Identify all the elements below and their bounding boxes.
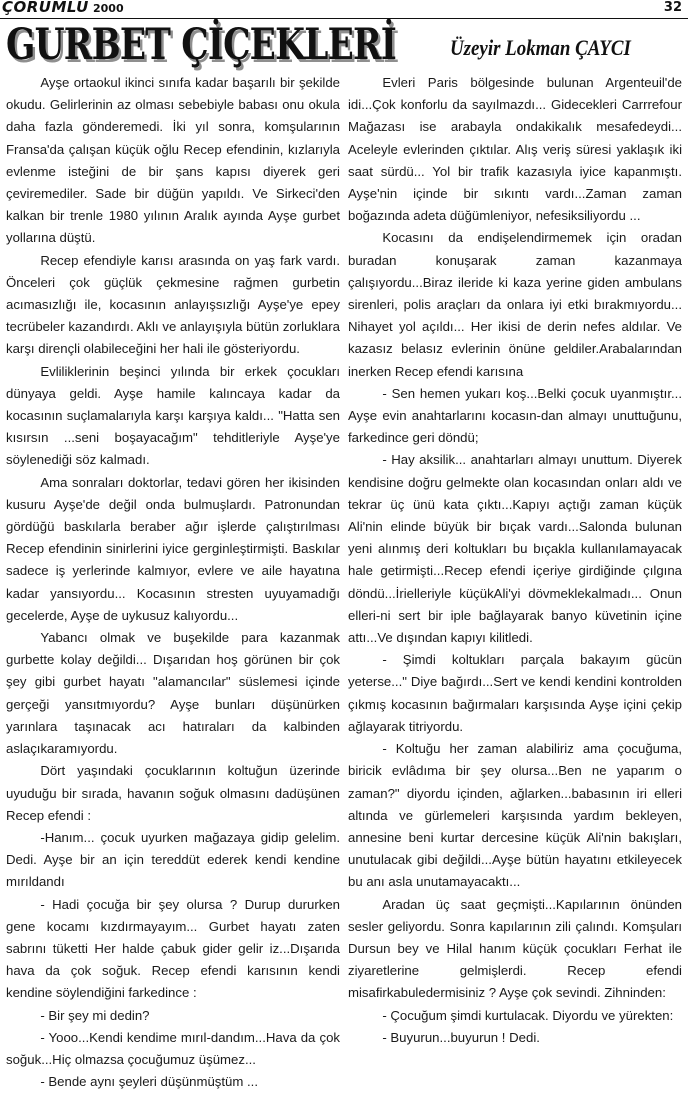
right-column bbox=[348, 72, 682, 1049]
paragraph: Evliliklerinin beşinci yılında bir erkek çocukları dünyaya geldi. Ayşe hamile kalıncaya kadar da kocasının suçlamalarıyla karşı karşıya kaldı... "Hatta sen kısırsın ...seni boşayacağım" tehditleriyle Ayşe'ye söylenediği söz kalmadı. bbox=[6, 363, 340, 468]
paragraph: - Şimdi koltukları parçala bakayım gücün yeterse..." Diye bağırdı...Sert ve kendi kendini kontrolden çıkmış kocasının bağırmaları karşısında Ayşe içini çekip ağlayarak titriyordu. bbox=[348, 652, 682, 734]
paragraph: - Hadi çocuğa bir şey olursa ? Durup dururken gene kocamı kızdırmayayım... Gurbet hayatı zaten sabrını tüketti Her halde çabuk gider gelir iz...Dışarıda hava da çok soğuk. Recep efendi karısının kendi kendine söylendiğini farkedince : bbox=[6, 896, 340, 1001]
paragraph: Ama sonraları doktorlar, tedavi gören her ikisinden kusuru Ayşe'de değil onda bulmuşlardı. Patronundan gördüğü baskılarla beraber ağır işlerde çalıştırılması Recep efendinin sinirlerini iyice gerginleştirmişti. Baskılar sadece iş yerlerinde kalmıyor, evlere ve aile hayatına kadar yansıyordu... Kocasının stresten uyuyamadığı gecelerde, Ayşe de uykusuz kalıyordu... bbox=[6, 474, 340, 623]
left-column bbox=[6, 72, 340, 1093]
paragraph: Yabancı olmak ve buşekilde para kazanmak gurbette kolay değildi... Dışarıdan hoş görünen bir çok şey gibi gurbet hayatı "alamancılar" süslemesi içinde gerçeği yansıtmıyordu? Ayşe bunları düşünürken yarınlara taşınacak acı hatıraları da kalbinden aslaçıkaramıyordu. bbox=[6, 630, 340, 757]
paragraph: Dört yaşındaki çocuklarının koltuğun üzerinde uyuduğu bir sırada, havanın soğuk olmasını dadüşünen Recep efendi : bbox=[6, 763, 340, 823]
article-author: Üzeyir Lokman ÇAYCI bbox=[450, 35, 631, 60]
paragraph: Evleri Paris bölgesinde bulunan Argenteuil'de idi...Çok konforlu da sayılmazdı... Gidecekleri Carrrefour Mağazası ise arabayla ondakikalık mesafedeydi... Aceleyle evlerinden çıktılar. Alış veriş süresi yaklaşık iki saat sürdü... Yol bir trafik kazasıyla iyice kapanmıştı. Ayşe'nin içinde bir sıkıntı vardı...Zaman zaman boğazında adeta düğümleniyor, nefesiksiliyordu ... bbox=[348, 75, 682, 224]
paragraph: - Çocuğum şimdi kurtulacak. Diyordu ve yürekten: bbox=[382, 1007, 674, 1023]
paragraph: - Hay aksilik... anahtarları almayı unuttum. Diyerek kendisine doğru gelmekte olan kocasından onları aldı ve tekrar üç ünü kata çıktı...Kapıyı açtığı zaman küçük Ali'nin elinde büyük bir bıçak vardı...Salonda bulunan yeni alınmış deri koltukları bu bıçakla kullanılamayacak hale getirmişti...Recep efendi içeriye girdiğinde çılgına döndü...İrielleriyle küçükAli'yi dövmeklekalmadı... Onun elleri-ni sert bir iple bağlayarak banyo küvetinin içine attı...Ve dışından kapıyı kilitledi. bbox=[348, 452, 682, 646]
masthead bbox=[0, 0, 688, 19]
paragraph: -Hanım... çocuk uyurken mağazaya gidip gelelim. Dedi. Ayşe bir an için tereddüt ederek kendi kendine mırıldandı bbox=[6, 829, 340, 890]
paragraph: Ayşe ortaokul ikinci sınıfa kadar başarılı bir şekilde okudu. Gelirlerinin az olması sebebiyle babası onu okula daha fazla gönderemedi. İki yıl sonra, komşularının Fransa'da çalışan küçük oğlu Recep efendinin, kızlarıyla evlenme isteğini de bir şans kapısı diyerek geri çeviremediler. Sade bir düğün yapıldı. Ve Sirkeci'den kalkan bir trenle 1980 yılının Aralık ayında Ayşe gurbet yollarına düştü. bbox=[6, 75, 340, 246]
newspaper-brand: ÇORUMLU bbox=[2, 0, 89, 16]
paragraph: Aradan üç saat geçmişti...Kapılarının önünden sesler geliyordu. Sonra kapılarının zili çalındı. Komşuları Dursun bey ve Hilal hanım küçük çocukları Ferhat ile ziyaretlerine gelmişlerdi. Recep efendi misafirkabuledermisiniz ? Ayşe çok sevindi. Zihninden: bbox=[348, 896, 682, 1001]
paragraph: - Yooo...Kendi kendime mırıl-dandım...Hava da çok soğuk...Hiç olmazsa çocuğumuz üşümez... bbox=[6, 1029, 340, 1067]
paragraph: - Sen hemen yukarı koş...Belki çocuk uyanmıştır... Ayşe evin anahtarlarını kocasın-dan almayı unuttuğunu, farkedince geri döndü; bbox=[348, 385, 682, 446]
paragraph: Kocasını da endişelendirmemek için oradan buradan konuşarak zaman kazanmaya çalışıyordu...Biraz ileride ki kaza yerine giden ambulans sirenleri, polis araçları da onlara iyi etki bırakmıyordu... Nihayet yol açıldı... Her ikisi de derin nefes aldılar. Ve kazasız belasız evlerinin önüne geldiler.Arabalarından inerken Recep efendi karısına bbox=[348, 230, 682, 379]
paragraph: - Bir şey mi dedin? bbox=[40, 1007, 150, 1023]
paragraph: Recep efendiyle karısı arasında on yaş fark vardı. Önceleri çok güçlük çekmesine rağmen gurbetin acımasızlığı ile, kocasının anlayışsızlığı Ayşe'ye epey tecrübeler kazandırdı. Aklı ve anlayışıyla bütün zorluklara karşı dirençli olabileceğini her hali ile gösteriyordu. bbox=[6, 252, 340, 357]
article-title: GURBET ÇİÇEKLERİ bbox=[6, 20, 397, 70]
paragraph: - Buyurun...buyurun ! Dedi. bbox=[382, 1029, 540, 1045]
paragraph: - Koltuğu her zaman alabiliriz ama çocuğuma, biricik evlâdıma bir şey olursa...Ben ne yaparım o zaman?" diyordu içinden, ağlarken...babasının iri elleri altında ve gürlemeleri karşısında yardım bekleyen, annesine beni kurtar dercesine küçük Ali'nin bakışları, unutulacak gibi değildi...Ayşe bütün hayatını etkileyecek bu anı asla unutamayacaktı... bbox=[348, 741, 682, 890]
paragraph: - Bende aynı şeyleri düşünmüştüm ... bbox=[40, 1074, 259, 1090]
issue-year: 2000 bbox=[93, 2, 124, 15]
page-number: 32 bbox=[663, 0, 682, 15]
